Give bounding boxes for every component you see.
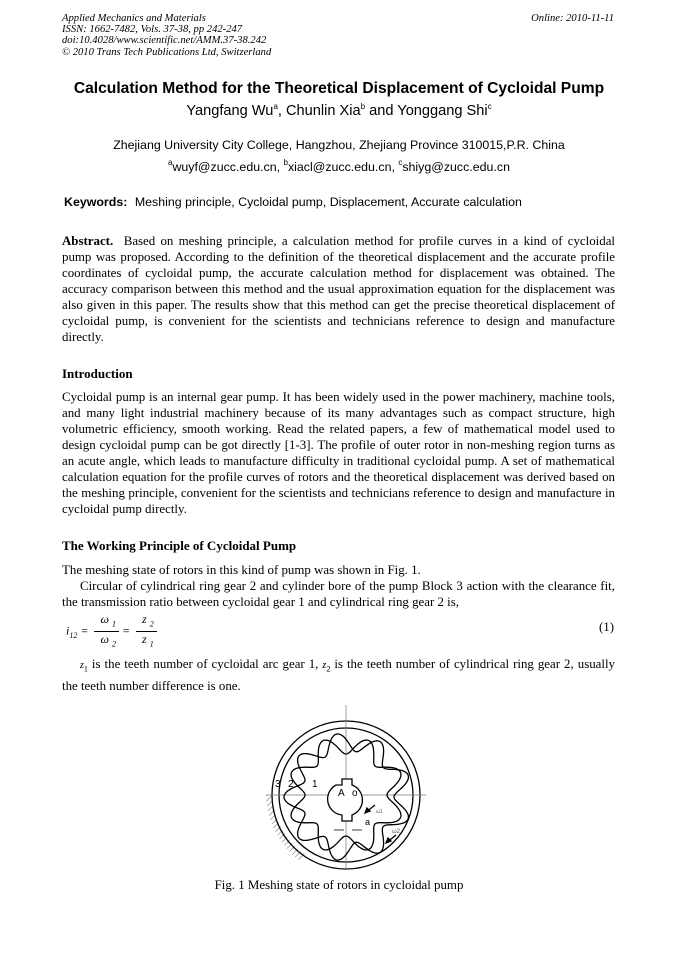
shaft-bore <box>328 779 363 821</box>
author: Yonggang Shi <box>397 103 488 119</box>
email-sup: b <box>283 158 288 167</box>
var: z <box>80 660 84 671</box>
text: is the teeth number of cylindrical ring gear 2, usually the teeth number difference is one. <box>62 657 615 693</box>
email: wuyf@zucc.edu.cn, <box>172 160 284 174</box>
author-sup: c <box>487 102 492 111</box>
eq-sub: 1 <box>149 639 154 649</box>
working-p2: Circular of cylindrical ring gear 2 and cylinder bore of the pump Block 3 action with the clearance fit, the transmission ratio between cycloidal gear 1 and cylindrical ring gear 2 is, <box>62 579 615 609</box>
doi: doi:10.4028/www.scientific.net/AMM.37-38.242 <box>62 35 267 47</box>
journal-header <box>62 13 271 58</box>
label-3: 3 <box>275 779 281 790</box>
label-1: 1 <box>312 779 318 790</box>
eq-sub: 2 <box>111 639 116 649</box>
fraction-omega <box>94 612 118 652</box>
author-sup: a <box>273 102 278 111</box>
abstract <box>62 233 615 345</box>
keywords <box>64 195 522 209</box>
label-omega2: ω2 <box>392 829 401 835</box>
var: z <box>322 660 327 671</box>
hatched-housing <box>266 795 306 861</box>
intro-text: Cycloidal pump is an internal gear pump. It has been widely used in the power machinery, machine tools, and many light industrial machinery because of its many advantages such as compact structure, high volumetric efficiency, smooth working. Read the related papers, a few of mathematical model used to design cycloidal pump can be got directly [1-3]. The profile of outer rotor in non-meshing region turns as an acute angle, which leads to manufacture difficulty in traditional cycloidal pump. A set of mathematical calculation equation for the profile curves of rotors and the theoretical displacement was derived based on the meshing principle, convenient for the scientists and technicians reference to design and manufacture in cycloidal pump directly. <box>62 390 615 516</box>
eq-sub: 12 <box>69 631 78 641</box>
omega1-arrow <box>365 805 375 813</box>
journal-name: Applied Mechanics and Materials <box>62 13 206 24</box>
after-equation-text <box>62 656 615 694</box>
author-sup: b <box>360 102 366 111</box>
separator: and <box>365 103 398 119</box>
keywords-label: Keywords: <box>64 195 128 209</box>
email: shiyg@zucc.edu.cn <box>402 160 510 174</box>
keywords-text: Meshing principle, Cycloidal pump, Displacement, Accurate calculation <box>134 195 522 209</box>
paper-title: Calculation Method for the Theoretical Displacement of Cycloidal Pump <box>73 80 605 97</box>
authors <box>0 102 678 119</box>
emails <box>0 158 678 174</box>
abstract-label: Abstract. <box>62 234 114 248</box>
separator: , <box>277 103 286 119</box>
author: Chunlin Xia <box>286 103 361 119</box>
online-date: Online: 2010-11-11 <box>531 13 614 24</box>
author: Yangfang Wu <box>186 103 274 119</box>
intro-heading: Introduction <box>62 366 133 381</box>
eq-sub: 2 <box>149 619 154 629</box>
eq-sub: 1 <box>111 619 116 629</box>
email: xiacl@zucc.edu.cn, <box>287 160 399 174</box>
equation-1: $i_{12}$ = $\frac{\omega _1}{\omega _2}$ = $\frac{z _2}{z _1}$ <box>66 612 160 652</box>
eq-den: ω <box>100 632 109 647</box>
affiliation: Zhejiang University City College, Hangzhou, Zhejiang Province 310015,P.R. China <box>113 138 565 152</box>
var-sub: 1 <box>83 664 88 674</box>
working-heading: The Working Principle of Cycloidal Pump <box>62 538 297 553</box>
label-2: 2 <box>288 779 294 790</box>
issn: ISSN: 1662-7482, Vols. 37-38, pp 242-247 <box>62 24 243 36</box>
eq-den: z <box>142 632 147 647</box>
email-sup: c <box>398 158 403 167</box>
working-p1: The meshing state of rotors in this kind of pump was shown in Fig. 1. <box>62 563 421 577</box>
figure-1-pump-diagram <box>266 705 426 870</box>
fraction-z <box>136 612 157 652</box>
eq-num: ω <box>100 612 109 626</box>
label-O: o <box>352 788 358 799</box>
copyright: © 2010 Trans Tech Publications Ltd, Switzerland <box>62 46 272 58</box>
abstract-text: Based on meshing principle, a calculation method for profile curves in a kind of cycloidal pump was proposed. According to the definition of the theoretical displacement and the accurate profile coordinates of cycloidal pump, the accurate calculation method for displacement was obtained. The accuracy comparison between this method and the usual approximation equation for the displacement was also given in this paper. The results show that this method can get the precise theoretical displacement of cycloidal pump, is convenient for the scientists and technicians reference to design and manufacture directly. <box>62 234 615 344</box>
eq-num: z <box>142 612 147 626</box>
label-omega1: ω1 <box>376 809 383 815</box>
var-sub: 2 <box>326 664 331 674</box>
figure-caption: Fig. 1 Meshing state of rotors in cycloidal pump <box>214 878 464 892</box>
text: is the teeth number of cycloidal arc gear 1, <box>87 657 323 671</box>
label-a: a <box>365 817 371 827</box>
email-sup: a <box>168 158 173 167</box>
eq-lhs: i <box>66 623 70 638</box>
equation-number: (1) <box>598 620 614 634</box>
label-A: A <box>338 788 345 799</box>
